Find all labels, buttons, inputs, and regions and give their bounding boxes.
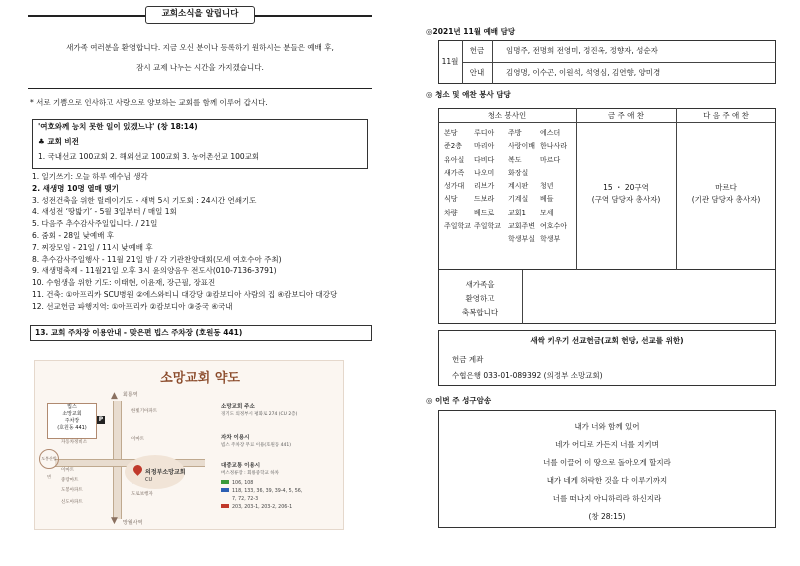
- addr-text: 경기도 의정부시 평화로 274 (CU 2층): [221, 412, 298, 417]
- clean-cell: 여호수아: [540, 222, 568, 231]
- clean-cell: 교회1: [508, 208, 526, 217]
- news-item: 7. 찌장모임 - 21일 / 11시 낮예배 후: [32, 242, 153, 252]
- verse-ref: (창 28:15): [588, 512, 626, 521]
- car-title: 자차 이용시: [221, 435, 250, 441]
- street-bottom-label: 망월사역: [123, 520, 143, 526]
- left-mart2-label: 중랑마트: [61, 478, 79, 483]
- clean-cell: 차량: [444, 208, 458, 217]
- lot-addr: (호원동 441): [57, 425, 87, 431]
- clean-cell: 준2층: [444, 142, 462, 151]
- vision-label: ♣ 교회 비전: [38, 137, 79, 146]
- news-item: 5. 다음주 추수감사주일입니다. / 21일: [32, 219, 158, 229]
- news-item: 2. 새생명 10명 열매 맺기: [32, 183, 119, 193]
- church-map: [34, 360, 344, 530]
- clean-cell: 마르다: [540, 155, 561, 164]
- greeting-text: * 서로 기쁨으로 인사하고 사랑으로 양보하는 교회를 함께 이루어 갑시다.: [30, 98, 268, 107]
- left-apt2-label: 신도아파트: [61, 500, 83, 505]
- vips-parking-box: [47, 403, 97, 439]
- welcome-divider: [28, 88, 372, 89]
- top-divider-right: [255, 15, 372, 17]
- left-apt-label: 도봉아파트: [61, 488, 83, 493]
- newcomer-label: [438, 278, 522, 320]
- news-item: 12. 선교헌금 파행지역: ①아프리카 ②캄보디아 ③중국 ④국내: [32, 301, 233, 311]
- clean-cell: 에스더: [540, 129, 561, 137]
- clean-cell: 주일학교: [444, 222, 472, 231]
- bus-routes: [221, 480, 302, 512]
- map-title: 소망교회 약도: [160, 371, 240, 386]
- arrow-up-icon: ▲: [111, 391, 118, 401]
- service-row1-names: 임명주, 전명희 전영미, 정진옥, 정향자, 성순자: [506, 46, 658, 55]
- offering-title: 새싹 키우기 선교헌금(교회 헌당, 선교를 위한): [530, 336, 684, 345]
- news-item: 4. 새성전 ‘땅밟기’ - 5월 3일부터 / 매일 1회: [32, 207, 177, 217]
- verse-title: ◎ 이번 주 성구암송: [426, 396, 492, 405]
- clean-title: ◎ 청소 및 애찬 봉사 담당: [426, 90, 511, 99]
- clean-grid: [444, 128, 572, 245]
- welcome-line1: 새가족 여러분을 환영합니다. 지금 오신 분이나 등록하기 원하시는 분들은 예배 후,: [66, 43, 334, 52]
- news-item: 11. 건축: ①아프리카 SCU병원 ②에스와티니 대강당 ③캄보디아 사람의 집 ④캄보디아 대강당: [32, 289, 338, 299]
- cu-label: CU: [145, 477, 153, 483]
- motto-text: '여호와께 능치 못한 일이 있겠느냐' (창 18:14): [38, 122, 198, 131]
- clean-col3-header: 다 음 주 애 찬: [703, 111, 749, 120]
- news-item: 6. 줌회 - 28일 낮예배 후: [32, 230, 115, 240]
- clean-cell: 청년: [540, 182, 554, 191]
- bus-route-red: 203, 203-1, 203-2, 206-1: [221, 504, 302, 512]
- newcomer-line1: 새가족을: [465, 280, 495, 289]
- clean-cell: 드보라: [474, 195, 495, 204]
- next-week-note: (기관 담당자 총사자): [691, 195, 761, 204]
- clean-cell: 계시판: [508, 182, 529, 191]
- addr-title: 소망교회 주소: [221, 404, 255, 410]
- service-row1-label: 헌금: [469, 46, 485, 55]
- news-item: 8. 추수감사주일행사 - 11월 21일 밤 / 각 기관찬양대회(모세 여호수아 주최): [32, 254, 282, 264]
- bus-route-blue2: 7, 72, 72-3: [232, 497, 259, 502]
- lot-label2: 주차장: [64, 418, 80, 424]
- left-mart-label: 이마트: [61, 468, 75, 473]
- clean-cell: 학생부실: [508, 235, 536, 244]
- clean-cell: 유아실: [444, 155, 465, 164]
- lot-side-label: 자동차정비소: [61, 440, 88, 445]
- direction-circle: 도봉산방면: [39, 449, 59, 469]
- highway-label: 도로보행자: [131, 492, 153, 497]
- verse-line: 네가 어디로 가든지 너를 지키며: [555, 440, 659, 449]
- clean-cell: 학생부: [540, 235, 561, 244]
- verse-lines: [438, 418, 776, 526]
- emart-label: 이마트: [131, 437, 145, 442]
- clean-cell: 나오미: [474, 168, 495, 177]
- bus-route-blue: 118, 133, 36, 39, 39-4, 5, 56,: [221, 488, 302, 496]
- clean-cell: 루디아: [474, 129, 495, 137]
- church-name: 의정부소망교회: [145, 469, 186, 476]
- clean-cell: 사랑이배: [508, 142, 536, 151]
- news-item: 9. 새생명축제 - 11월21일 오후 3시 윤의양음우 전도사(010-7136-3791): [32, 266, 277, 276]
- verse-line: 너를 이끌어 이 땅으로 돌아오게 할지라: [543, 458, 671, 467]
- station-label: 한빛기아파트: [131, 409, 158, 414]
- clean-cell: 기계실: [508, 195, 529, 204]
- clean-cell: 새가족: [444, 168, 465, 177]
- lot-label: 소망교회: [62, 411, 82, 417]
- clean-cell: 리브가: [474, 182, 495, 191]
- clean-cell: 주일학교: [474, 222, 502, 231]
- clean-cell: 베들: [540, 195, 554, 204]
- this-week-groups: 15 ・ 20구역: [603, 183, 649, 192]
- clean-col2-header: 금 주 애 찬: [607, 111, 645, 120]
- clean-cell: 복도: [508, 155, 522, 164]
- verse-line: 너를 떠나지 아니하리라 하신지라: [552, 494, 662, 503]
- vision-items: 1. 국내선교 100교회 2. 해외선교 100교회 3. 농어촌선교 100교회: [38, 152, 260, 161]
- top-divider-left: [28, 15, 145, 17]
- offering-account: 수협은행 033-01-089392 (의정부 소망교회): [452, 371, 603, 380]
- newcomer-divider: [522, 270, 523, 324]
- newcomer-line2: 환영하고: [465, 294, 495, 303]
- this-week-note: (구역 담당자 총사자): [591, 195, 661, 204]
- clean-cell: 한나사라: [540, 142, 568, 151]
- service-row2-names: 김영명, 이수곤, 이원석, 석영심, 김연향, 양미경: [506, 68, 661, 77]
- welcome-line2: 잠시 교제 나누는 시간을 가지겠습니다.: [136, 63, 264, 72]
- transit-title: 대중교통 이용시: [221, 463, 261, 469]
- news-list: [32, 172, 337, 314]
- transit-text: 버스정류장 : 회룡중학교 하차: [221, 471, 279, 476]
- clean-cell: 식당: [444, 195, 458, 204]
- notice-title: 교회소식을 알립니다: [161, 9, 239, 19]
- clean-cell: 다비다: [474, 155, 495, 164]
- verse-line: 내가 너와 함께 있어: [574, 422, 640, 431]
- parking-p-icon: P: [98, 416, 104, 423]
- bus-route-green: 106, 108: [221, 480, 302, 488]
- service-row-divider: [462, 62, 776, 63]
- clean-cell: 화장실: [508, 168, 529, 177]
- news-item: 3. 성전건축을 위한 릴레이기도 - 새벽 5시 기도회 : 24시간 연쇄기도: [32, 195, 257, 205]
- clean-cell: 본당: [444, 129, 458, 137]
- service-month: 11월: [441, 57, 459, 66]
- service-title: ◎2021년 11월 예배 담당: [426, 27, 516, 36]
- clean-col1-header: 청소 봉사인: [487, 111, 527, 120]
- newcomer-line3: 축복합니다: [461, 308, 499, 317]
- parking-text: 13. 교회 주차장 이용안내 - 맞은편 빕스 주차장 (호원동 441): [35, 328, 243, 337]
- clean-cell: [474, 234, 508, 245]
- news-item: 10. 수험생을 위한 기도: 이태현, 이윤재, 장근필, 장표진: [32, 278, 216, 288]
- street-top-label: 회룡역: [123, 392, 138, 398]
- clean-cell: 베드로: [474, 208, 495, 217]
- offering-label: 헌금 계좌: [452, 355, 484, 364]
- next-week-group: 마르다: [715, 183, 737, 192]
- clean-cell: 성가대: [444, 182, 465, 191]
- verse-line: 내가 네게 허락한 것을 다 이루기까지: [546, 476, 668, 485]
- car-text: 빕스 주차장 무료 이용(호원동 441): [221, 443, 291, 448]
- clean-cell: 교회주변: [508, 222, 536, 231]
- clean-cell: [444, 234, 474, 245]
- news-item: 1. 일기쓰기: 오늘 하루 예수님 생각: [32, 172, 148, 181]
- arrow-down-icon: ▼: [111, 516, 118, 526]
- clean-cell: 마리아: [474, 142, 495, 151]
- clean-cell: 주방: [508, 129, 522, 137]
- clean-cell: 모세: [540, 208, 554, 217]
- clean-header-divider: [438, 122, 776, 123]
- service-row2-label: 안내: [469, 68, 485, 77]
- vips-label: 빕스: [67, 404, 77, 410]
- clean-cell: [540, 168, 572, 179]
